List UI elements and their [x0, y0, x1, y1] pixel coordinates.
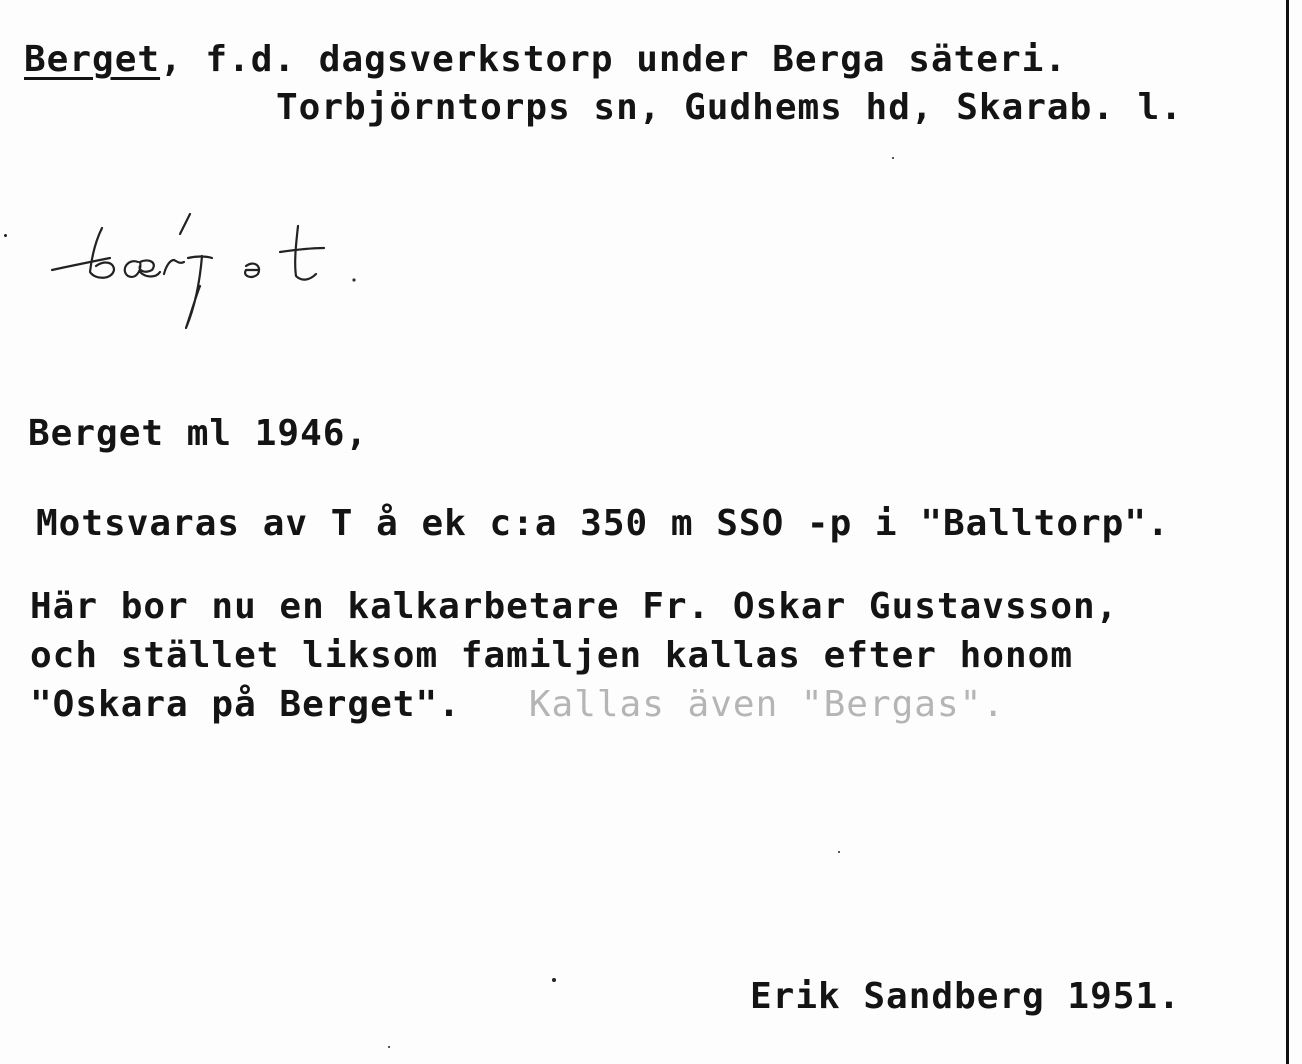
scan-speck	[4, 234, 7, 237]
faint-note: Kallas även "Bergas".	[528, 684, 1005, 725]
nickname-text: "Oskara på Berget".	[30, 684, 461, 725]
place-name: Berget	[24, 39, 161, 80]
card-edge	[1286, 0, 1289, 1064]
signature: Erik Sandberg 1951.	[750, 976, 1181, 1017]
body-line-4: och stället liksom familjen kallas efter honom	[30, 635, 1073, 676]
header-line-1	[24, 36, 1067, 84]
body-line-2: Motsvaras av T å ek c:a 350 m SSO -p i "Balltorp".	[36, 503, 1170, 544]
scan-speck	[552, 978, 556, 982]
scan-speck	[388, 1046, 390, 1048]
header-description: , f.d. dagsverkstorp under Berga säteri.	[160, 39, 1067, 80]
header-line-2: Torbjörntorps sn, Gudhems hd, Skarab. l.	[276, 87, 1183, 128]
scan-speck	[838, 851, 840, 853]
handwritten-phonetic	[40, 200, 370, 350]
body-line-1: Berget ml 1946,	[28, 413, 369, 454]
scan-speck	[892, 157, 894, 159]
body-line-3: Här bor nu en kalkarbetare Fr. Oskar Gustavsson,	[30, 586, 1119, 627]
body-line-5	[30, 681, 1005, 729]
